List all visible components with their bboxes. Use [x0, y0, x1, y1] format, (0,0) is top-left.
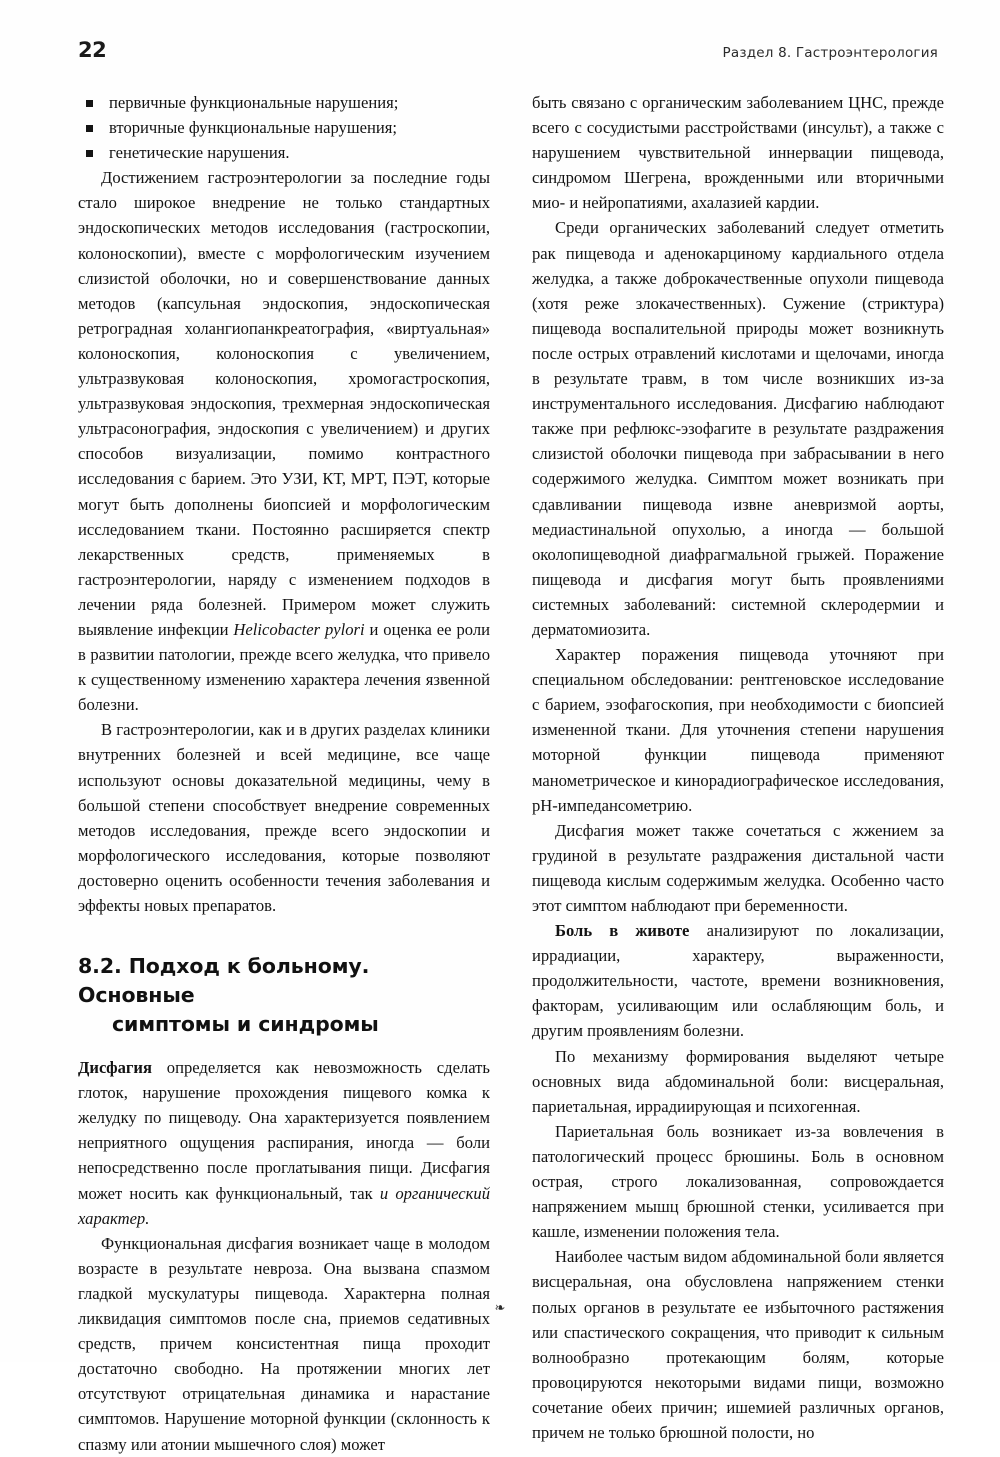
paragraph-organic-diseases: Среди органических заболеваний следует отметить рак пищевода и аденокарциному кардиального отдела желудка, а также доброкачественные опухоли пищевода (хотя реже злокачественных). Сужение (стриктура) пищевода воспалительной природы может возникнуть после острых отравлений кислотами и щелочами, иногда в результате травм, в том числе возникших из-за инструментального исследования. Дисфагию наблюдают также при рефлюкс-эзофагите в результате раздражения слизистой оболочки пищевода при забрасывании в него содержимого желудка. Симптом может возникать при сдавливании пищевода извне аневризмой аорты, медиастинальной опухолью, а иногда — большой околопищеводной диафрагмальной грыжей. Поражение пищевода и дисфагия могут быть проявлениями системных заболеваний: системной склеродермии и дерматомиозита.	[532, 218, 944, 639]
running-head	[78, 38, 938, 68]
paragraph-pain-mechanisms: По механизму формирования выделяют четыре основных вида абдоминальной боли: висцеральная, париетальная, иррадиирующая и психогенная.	[532, 1046, 944, 1116]
latin-species-name: Helicobacter pylori	[233, 619, 365, 639]
paragraph-cns-continuation: быть связано с органическим заболеванием ЦНС, прежде всего с сосудистыми расстройствами (инсульт), а также с нарушением чувствительной иннервации пищевода, синдромом Шегрена, врожденными или вторичными мио- и нейропатиями, ахалазией кардии.	[532, 93, 944, 213]
emphasis-organic-character: и органический характер.	[78, 1183, 490, 1228]
list-item: вторичные функциональные нарушения;	[78, 115, 490, 140]
paragraph-visceral-pain: Наиболее частым видом абдоминальной боли является висцеральная, она обусловлена напряжением стенки полых органов в результате ее избыточного растяжения или спастического сокращения, что приводит к сильным волнообразно протекающим болям, которые провоцируются некоторыми видами пищи, возможно сочетание обеих причин; ишемией различных органов, причем не только брюшной полости, но	[532, 1247, 944, 1442]
term-dysphagia: Дисфагия	[78, 1058, 152, 1078]
paragraph-heartburn: Дисфагия может также сочетаться с жжением за грудиной в результате раздражения дистальной части пищевода кислым содержимым желудка. Особенно часто этот симптом наблюдают при беременности.	[532, 820, 944, 915]
paragraph-parietal-pain: Париетальная боль возникает из-за вовлечения в патологический процесс брюшины. Боль в основном острая, строго локализованная, сопровождается напряжением мышц брюшной стенки, усиливается при кашле, изменении положения тела.	[532, 1121, 944, 1242]
paragraph-text: определяется как невозможность сделать глоток, нарушение прохождения пищевого комка к желудку по пищеводу. Она характеризуется появлением неприятного ощущения распирания, иногда — боли непосредственно после проглатывания пищи. Дисфагия может носить как функциональный, так	[78, 1058, 490, 1203]
paragraph-examination-methods: Характер поражения пищевода уточняют при специальном обследовании: рентгеновское исследование с барием, эзофагоскопия, при необходимости с биопсией измененной ткани. Для уточнения степени нарушения моторной функции пищевода применяют манометрическое и кинорадиографическое исследования, pH-импедансометрию.	[532, 645, 944, 815]
paragraph-text: анализируют по локализации, иррадиации, характеру, выраженности, продолжительности, частоте, времени возникновения, факторам, усиливающим или ослабляющим боль, и другим проявлениям болезни.	[532, 921, 944, 1041]
paragraph-text-tail: и оценка ее роли в развитии патологии, прежде всего желудка, что привело к существенному изменению характера лечения язвенной болезни.	[78, 619, 490, 715]
paragraph-dysphagia-definition	[78, 1055, 490, 1231]
paragraph-abdominal-pain	[532, 918, 944, 1043]
left-column	[78, 90, 490, 1454]
running-title: Раздел 8. Гастроэнтерология	[722, 45, 938, 61]
section-heading-line-2: симптомы и синдромы	[112, 1012, 379, 1037]
section-heading-line-1: 8.2. Подход к больному. Основные	[78, 954, 370, 1008]
paragraph-achievements	[78, 165, 490, 717]
page-number: 22	[78, 38, 107, 62]
page-ornament: ❧	[494, 1300, 506, 1315]
body-columns	[78, 90, 944, 1454]
section-heading	[78, 952, 490, 1039]
right-column	[532, 90, 944, 1442]
paragraph-text: Достижением гастроэнтерологии за последние годы стало широкое внедрение не только стандартных эндоскопических методов исследования (гастроскопии, колоноскопии), вместе с морфологическим изучением слизистой оболочки, но и совершенствование данных методов (капсульная эндоскопия, эндоскопическая ретроградная холангиопанкреатография, «виртуальная» колоноскопия, колоноскопия с увеличением, ультразвуковая колоноскопия, хромогастроскопия, ультразвуковая эндоскопия, трехмерная эндоскопическая ультрасонография, эндоскопия с увеличением) и других способов визуализации, помимо контрастного исследования с барием. Это УЗИ, КТ, МРТ, ПЭТ, которые могут быть дополнены биопсией и морфологическим исследованием ткани. Постоянно расширяется спектр лекарственных средств, применяемых в гастроэнтерологии, наряду с изменением подходов в лечении ряда болезней. Примером может служить выявление инфекции	[78, 168, 490, 639]
term-abdominal-pain: Боль в животе	[555, 921, 690, 941]
bullet-list	[78, 90, 490, 165]
paragraph-functional-dysphagia: Функциональная дисфагия возникает чаще в молодом возрасте в результате невроза. Она вызвана спазмом гладкой мускулатуры пищевода. Характерна полная ликвидация симптомов после сна, приемов седативных средств, причем консистентная пища проходит достаточно свободно. На протяжении многих лет отсутствуют отрицательная динамика и нарастание симптомов. Нарушение моторной функции (склонность к спазму или атонии мышечного слоя) может	[78, 1233, 490, 1454]
list-item: генетические нарушения.	[78, 140, 490, 165]
list-item: первичные функциональные нарушения;	[78, 90, 490, 115]
paragraph-evidence-based: В гастроэнтерологии, как и в других разделах клиники внутренних болезней и всей медицине, все чаще используют основы доказательной медицины, чему в большой степени способствует внедрение современных методов исследования, прежде всего эндоскопии и морфологического исследования, которые позволяют достоверно оценить особенности течения заболевания и эффекты новых препаратов.	[78, 720, 490, 915]
